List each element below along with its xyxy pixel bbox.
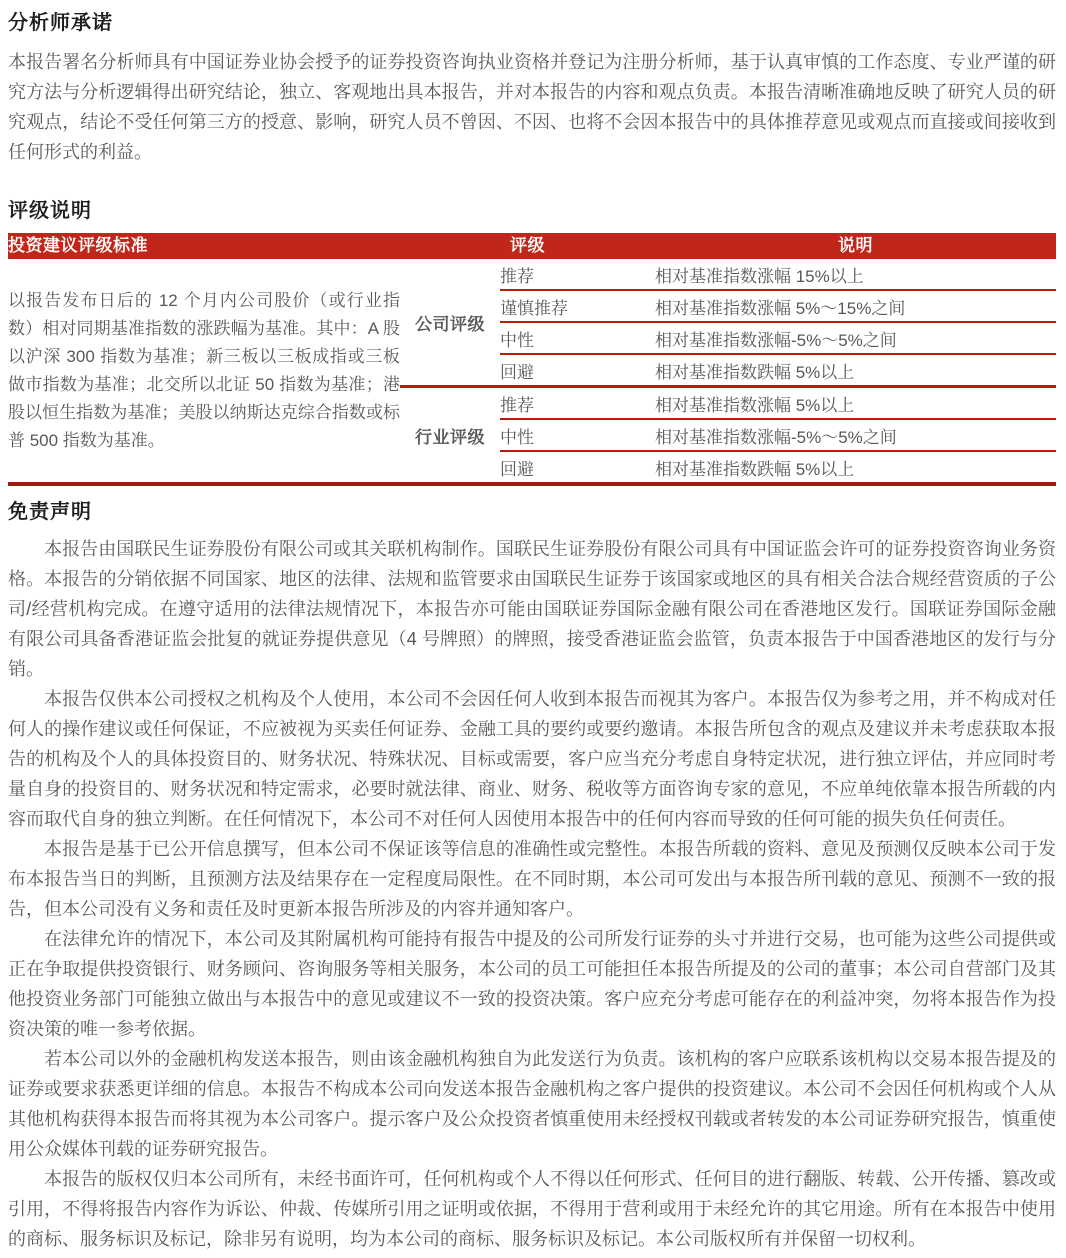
rating-name: 推荐 <box>500 266 534 286</box>
rating-description: 相对基准指数涨幅-5%～5%之间 <box>655 419 1056 451</box>
rating-description: 相对基准指数涨幅 5%以上 <box>655 387 1056 420</box>
rating-name: 推荐 <box>500 387 655 420</box>
rating-description: 相对基准指数涨幅 15%以上 <box>655 266 864 286</box>
rating-description: 相对基准指数跌幅 5%以上 <box>655 451 1056 484</box>
rating-description: 相对基准指数跌幅 5%以上 <box>655 354 1056 387</box>
rating-description: 相对基准指数涨幅 5%～15%之间 <box>655 290 1056 322</box>
disclaimer-paragraph: 在法律允许的情况下，本公司及其附属机构可能持有报告中提及的公司所发行证券的头寸并进行交易，也可能为这些公司提供或正在争取提供投资银行、财务顾问、咨询服务等相关服务，本公司的员工可能担任本报告所提及的公司的董事；本公司自营部门及其他投资业务部门可能独立做出与本报告中的意见或建议不一致的投资决策。客户应充分考虑可能存在的利益冲突，勿将本报告作为投资决策的唯一参考依据。 <box>8 929 1056 1039</box>
rating-description: 相对基准指数涨幅-5%～5%之间 <box>655 322 1056 354</box>
table-row <box>8 259 1056 290</box>
rating-explanation-title: 评级说明 <box>8 200 92 222</box>
disclaimer-title: 免责声明 <box>8 501 92 523</box>
rating-name: 回避 <box>500 354 655 387</box>
rating-table-header-row <box>8 233 1056 259</box>
disclaimer-paragraph: 本报告由国联民生证券股份有限公司或其关联机构制作。国联民生证券股份有限公司具有中国证监会许可的证券投资咨询业务资格。本报告的分销依据不同国家、地区的法律、法规和监管要求由国联民生证券于该国家或地区的具有相关合法合规经营资质的子公司/经营机构完成。在遵守适用的法律法规情况下，本报告亦可能由国联证券国际金融有限公司在香港地区发行。国联证券国际金融有限公司具备香港证监会批复的就证券提供意见（4 号牌照）的牌照，接受香港证监会监管，负责本报告于中国香港地区的发行与分销。 <box>8 539 1056 679</box>
rating-name: 回避 <box>500 451 655 484</box>
company-rating-group-label: 公司评级 <box>415 314 485 334</box>
rating-table-header-desc: 说明 <box>655 233 1056 259</box>
disclaimer-paragraph: 本报告的版权仅归本公司所有，未经书面许可，任何机构或个人不得以任何形式、任何目的进行翻版、转载、公开传播、篡改或引用，不得将报告内容作为诉讼、仲裁、传媒所引用之证明或依据，不得用于营利或用于未经允许的其它用途。所有在本报告中使用的商标、服务标识及标记，除非另有说明，均为本公司的商标、服务标识及标记。本公司版权所有并保留一切权利。 <box>8 1169 1056 1249</box>
rating-criteria-text: 以报告发布日后的 12 个月内公司股价（或行业指数）相对同期基准指数的涨跌幅为基准。其中：A 股以沪深 300 指数为基准；新三板以三板成指或三板做市指数为基准；北交所以北证 50 指数为基准；港股以恒生指数为基准；美股以纳斯达克综合指数或标普 500 指数为基准。 <box>8 290 400 450</box>
analyst-commitment-title: 分析师承诺 <box>8 12 113 34</box>
analyst-commitment-body: 本报告署名分析师具有中国证券业协会授予的证券投资咨询执业资格并登记为注册分析师，基于认真审慎的工作态度、专业严谨的研究方法与分析逻辑得出研究结论，独立、客观地出具本报告，并对本报告的内容和观点负责。本报告清晰准确地反映了研究人员的研究观点，结论不受任何第三方的授意、影响，研究人员不曾因、不因、也将不会因本报告中的具体推荐意见或观点而直接或间接收到任何形式的利益。 <box>8 52 1056 162</box>
disclaimer-paragraph: 若本公司以外的金融机构发送本报告，则由该金融机构独自为此发送行为负责。该机构的客户应联系该机构以交易本报告提及的证券或要求获悉更详细的信息。本报告不构成本公司向发送本报告金融机构之客户提供的投资建议。本公司不会因任何机构或个人从其他机构获得本报告而将其视为本公司客户。提示客户及公众投资者慎重使用未经授权刊载或者转发的本公司证券研究报告，慎重使用公众媒体刊载的证券研究报告。 <box>8 1049 1056 1159</box>
disclaimer-paragraph: 本报告仅供本公司授权之机构及个人使用，本公司不会因任何人收到本报告而视其为客户。本报告仅为参考之用，并不构成对任何人的操作建议或任何保证，不应被视为买卖任何证券、金融工具的要约或要约邀请。本报告所包含的观点及建议并未考虑获取本报告的机构及个人的具体投资目的、财务状况、特殊状况、目标或需要，客户应当充分考虑自身特定状况，进行独立评估，并应同时考量自身的投资目的、财务状况和特定需求，必要时就法律、商业、财务、税收等方面咨询专家的意见，不应单纯依靠本报告所载的内容而取代自身的独立判断。在任何情况下，本公司不对任何人因使用本报告中的任何内容而导致的任何可能的损失负任何责任。 <box>8 689 1056 829</box>
rating-name: 中性 <box>500 322 655 354</box>
disclaimer-paragraph: 本报告是基于已公开信息撰写，但本公司不保证该等信息的准确性或完整性。本报告所载的资料、意见及预测仅反映本公司于发布本报告当日的判断，且预测方法及结果存在一定程度局限性。在不同时期，本公司可发出与本报告所刊载的意见、预测不一致的报告，但本公司没有义务和责任及时更新本报告所涉及的内容并通知客户。 <box>8 839 1056 919</box>
rating-table-header-criteria: 投资建议评级标准 <box>8 233 400 259</box>
industry-rating-group-label: 行业评级 <box>400 387 500 485</box>
rating-name: 谨慎推荐 <box>500 290 655 322</box>
rating-table <box>8 233 1056 486</box>
rating-name: 中性 <box>500 419 655 451</box>
rating-table-header-rating: 评级 <box>400 233 655 259</box>
disclaimer-body <box>8 534 1056 1254</box>
